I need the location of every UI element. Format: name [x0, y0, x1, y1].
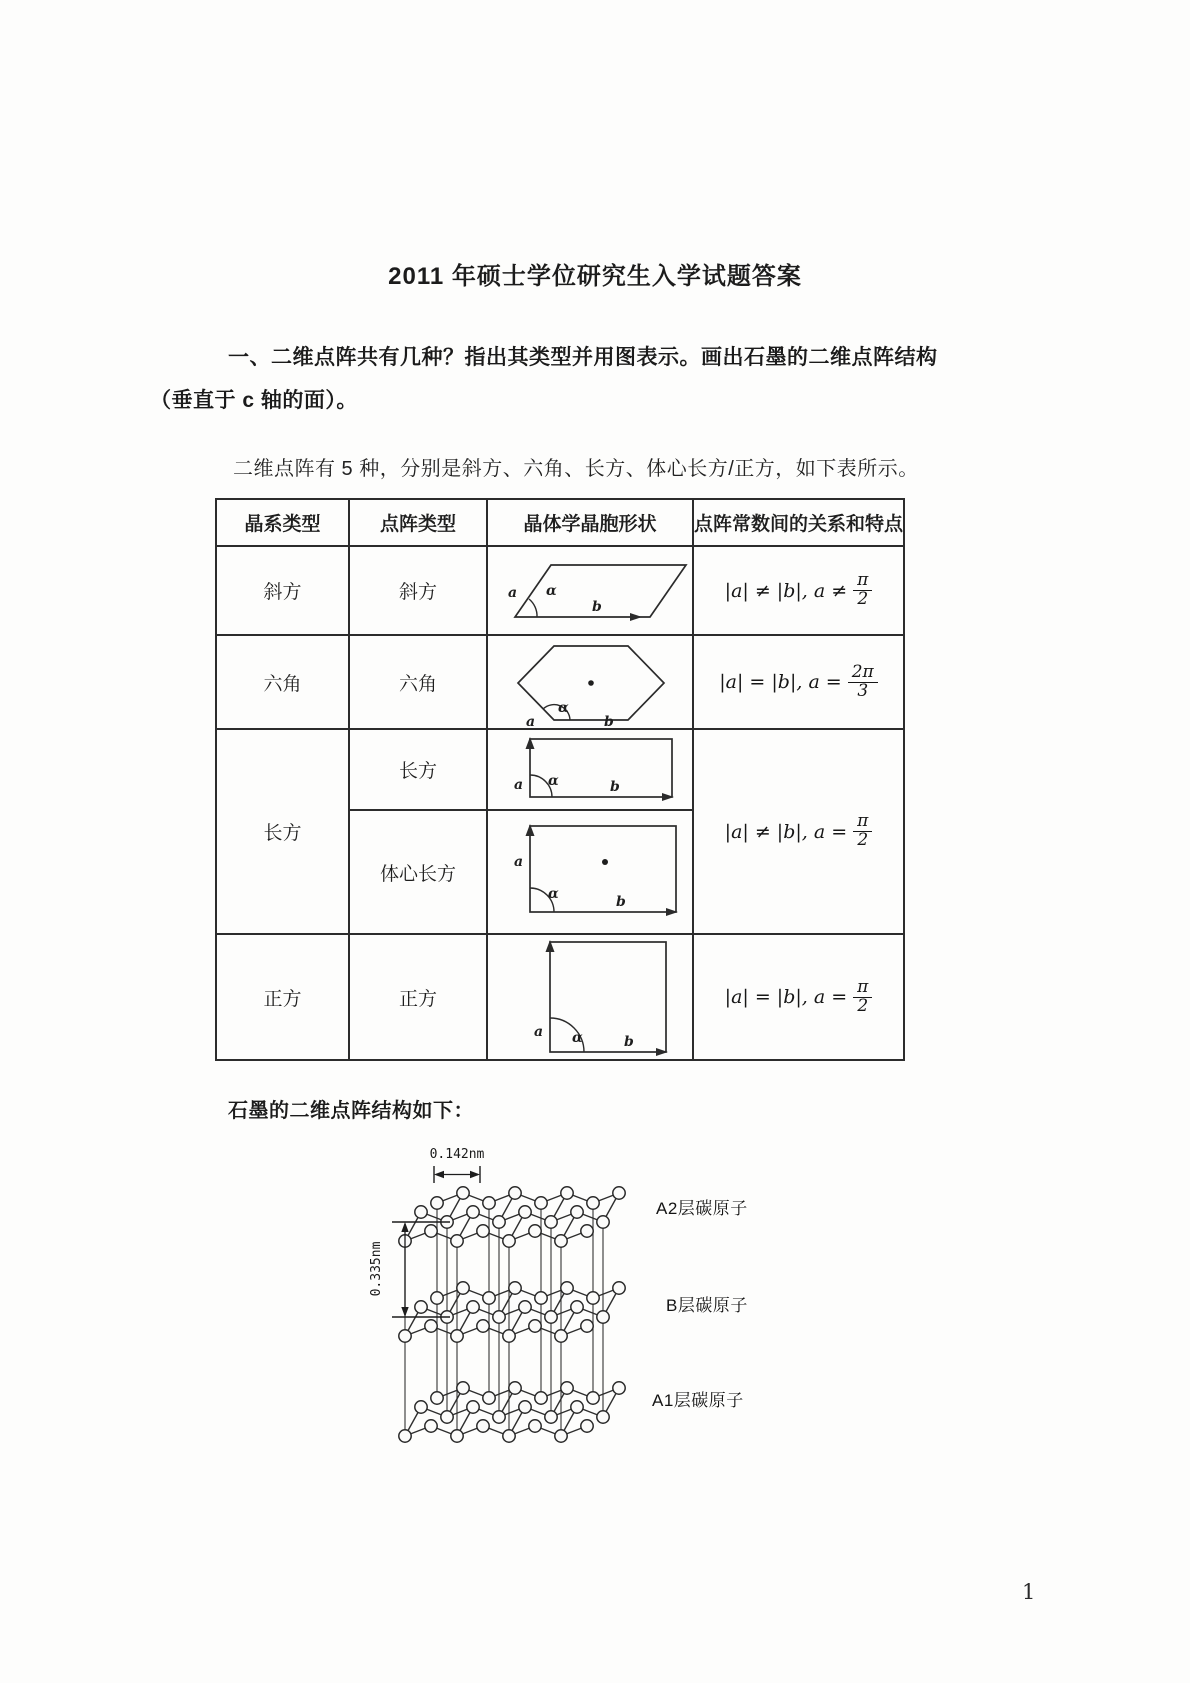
- graphite-lattice-svg: [350, 1136, 790, 1506]
- formula-text: |a| = |b|, a =: [724, 986, 848, 1008]
- cell-lattice-oblique: 斜方: [349, 546, 487, 635]
- vector-a-label: a: [534, 1024, 544, 1040]
- angle-alpha-label: α: [558, 700, 569, 716]
- cell-system-rectangular: 长方: [216, 729, 349, 934]
- table-row: [216, 546, 904, 635]
- layer-label-a2: A2层碳原子: [656, 1199, 748, 1218]
- header-crystal-system: 晶系类型: [216, 499, 349, 546]
- vector-a-label: a: [514, 854, 524, 870]
- graphite-structure-diagram: [350, 1136, 790, 1506]
- vector-b-label: b: [624, 1034, 634, 1050]
- formula-rectangular: [693, 729, 904, 934]
- vector-a-label: a: [508, 584, 518, 601]
- vector-b-label: b: [610, 778, 620, 795]
- rectangular-cell-diagram: [487, 729, 693, 810]
- vector-a-label: a: [526, 714, 536, 728]
- header-constant-relation: 点阵常数间的关系和特点: [693, 499, 904, 546]
- graphite-caption: 石墨的二维点阵结构如下：: [228, 1100, 474, 1122]
- layer-label-a1: A1层碳原子: [652, 1391, 744, 1410]
- formula-text: |a| ≠ |b|, a ≠: [724, 579, 848, 602]
- oblique-cell-diagram: [487, 546, 693, 635]
- formula-hexagonal: [693, 635, 904, 729]
- vector-b-label: b: [604, 714, 614, 728]
- cell-lattice-square: 正方: [349, 934, 487, 1060]
- fraction: $\frac{\pi}{2}$: [853, 813, 872, 850]
- cell-lattice-hexagonal: 六角: [349, 635, 487, 729]
- bond-length-label: 0.142nm: [429, 1147, 485, 1162]
- hexagonal-cell-diagram: [487, 635, 693, 729]
- formula-square: [693, 934, 904, 1060]
- layer-label-b: B层碳原子: [666, 1296, 748, 1315]
- fraction: $\frac{\pi}{2}$: [853, 979, 872, 1016]
- table-row: [216, 934, 904, 1060]
- lattice-types-table: [215, 498, 905, 1061]
- fraction: $\frac{2\pi}{3}$: [848, 664, 878, 701]
- square-cell-diagram: [487, 934, 693, 1060]
- table-header-row: [216, 499, 904, 546]
- table-row: [216, 635, 904, 729]
- vector-b-label: b: [616, 894, 626, 910]
- question-line-2: （垂直于 c 轴的面）。: [150, 389, 358, 412]
- table-row: [216, 729, 904, 810]
- centered-rectangular-cell-diagram: [487, 810, 693, 934]
- question-line-1: 一、二维点阵共有几种？指出其类型并用图表示。画出石墨的二维点阵结构: [228, 346, 938, 369]
- horizontal-dimension: [430, 1147, 485, 1183]
- formula-text: |a| ≠ |b|, a =: [724, 820, 848, 843]
- page-title: 2011 年硕士学位研究生入学试题答案: [388, 263, 802, 290]
- header-lattice-type: 点阵类型: [349, 499, 487, 546]
- cell-system-oblique: 斜方: [216, 546, 349, 635]
- answer-intro: 二维点阵有 5 种，分别是斜方、六角、长方、体心长方/正方，如下表所示。: [233, 458, 919, 480]
- cell-lattice-centered-rectangular: 体心长方: [349, 810, 487, 934]
- vector-a-label: a: [514, 776, 524, 793]
- fraction: $\frac{\pi}{2}$: [853, 572, 872, 609]
- page-number: 1: [1022, 1580, 1036, 1604]
- angle-alpha-label: α: [548, 886, 559, 902]
- angle-alpha-label: α: [546, 582, 557, 599]
- angle-alpha-label: α: [548, 772, 559, 789]
- cell-system-hexagonal: 六角: [216, 635, 349, 729]
- formula-text: |a| = |b|, a =: [719, 671, 842, 693]
- angle-alpha-label: α: [572, 1030, 583, 1046]
- cell-system-square: 正方: [216, 934, 349, 1060]
- vector-b-label: b: [592, 598, 602, 615]
- cell-lattice-rectangular: 长方: [349, 729, 487, 810]
- formula-oblique: [693, 546, 904, 635]
- layer-spacing-label: 0.335nm: [369, 1241, 384, 1297]
- header-cell-shape: 晶体学晶胞形状: [487, 499, 693, 546]
